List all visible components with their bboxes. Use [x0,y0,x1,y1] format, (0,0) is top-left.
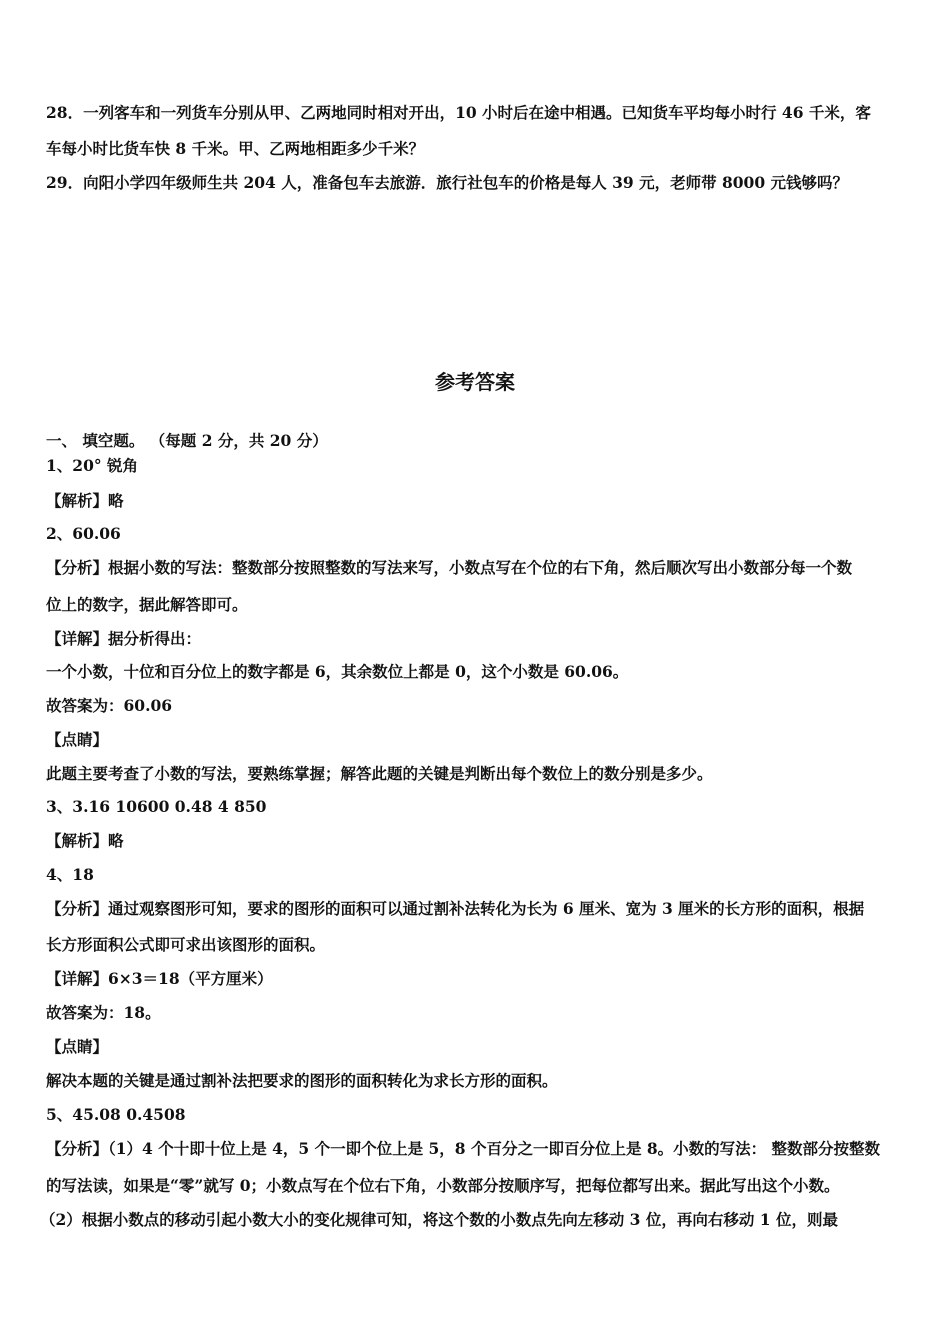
question-28-line-1: 28．一列客车和一列货车分别从甲、乙两地同时相对开出，10 小时后在途中相遇。已知货车平均每小时行 46 千米，客 [46,103,871,122]
answer-line: 【分析】根据小数的写法：整数部分按照整数的写法来写，小数点写在个位的右下角，然后顺次写出小数部分每一个数 [46,558,853,577]
answer-line: 【分析】通过观察图形可知，要求的图形的面积可以通过割补法转化为长为 6 厘米、宽为 3 厘米的长方形的面积，根据 [46,899,865,918]
question-29: 29．向阳小学四年级师生共 204 人，准备包车去旅游．旅行社包车的价格是每人 39 元，老师带 8000 元钱够吗？ [46,173,849,192]
answer-line: 【详解】6×3＝18（平方厘米） [46,969,273,988]
question-28-line-2: 车每小时比货车快 8 千米。甲、乙两地相距多少千米？ [46,139,425,158]
answer-line: 【点睛】 [46,1037,109,1056]
answer-line: 【分析】（1）4 个十即十位上是 4，5 个一即个位上是 5，8 个百分之一即百分位上是 8。小数的写法： 整数部分按整数 [46,1139,881,1158]
answer-line: 故答案为：60.06 [46,696,173,715]
answer-line: 一个小数，十位和百分位上的数字都是 6，其余数位上都是 0，这个小数是 60.06。 [46,662,629,681]
answer-line: 位上的数字，据此解答即可。 [46,595,248,614]
answer-line: 2、60.06 [46,524,121,543]
answer-line: 【解析】略 [46,831,124,850]
answer-line: 3、3.16 10600 0.48 4 850 [46,797,267,816]
answer-title: 参考答案 [435,370,515,394]
answer-line: 长方形面积公式即可求出该图形的面积。 [46,935,326,954]
answer-line: 【解析】略 [46,491,124,510]
answer-section-heading: 一、 填空题。 （每题 2 分，共 20 分） [46,431,328,450]
answer-line: 【点睛】 [46,730,109,749]
answer-line: 故答案为：18。 [46,1003,161,1022]
answer-line: 解决本题的关键是通过割补法把要求的图形的面积转化为求长方形的面积。 [46,1071,558,1090]
answer-line: 1、20° 锐角 [46,456,139,475]
answer-line: 4、18 [46,865,94,884]
answer-line: 【详解】据分析得出： [46,629,202,648]
answer-line: 5、45.08 0.4508 [46,1105,186,1124]
answer-line: 的写法读，如果是“零”就写 0；小数点写在个位右下角，小数部分按顺序写，把每位都写出来。据此写出这个小数。 [46,1176,840,1195]
answer-line: 此题主要考查了小数的写法，要熟练掌握；解答此题的关键是判断出每个数位上的数分别是多少。 [46,764,713,783]
answer-line: （2）根据小数点的移动引起小数大小的变化规律可知，将这个数的小数点先向左移动 3 位，再向右移动 1 位，则最 [40,1210,838,1229]
